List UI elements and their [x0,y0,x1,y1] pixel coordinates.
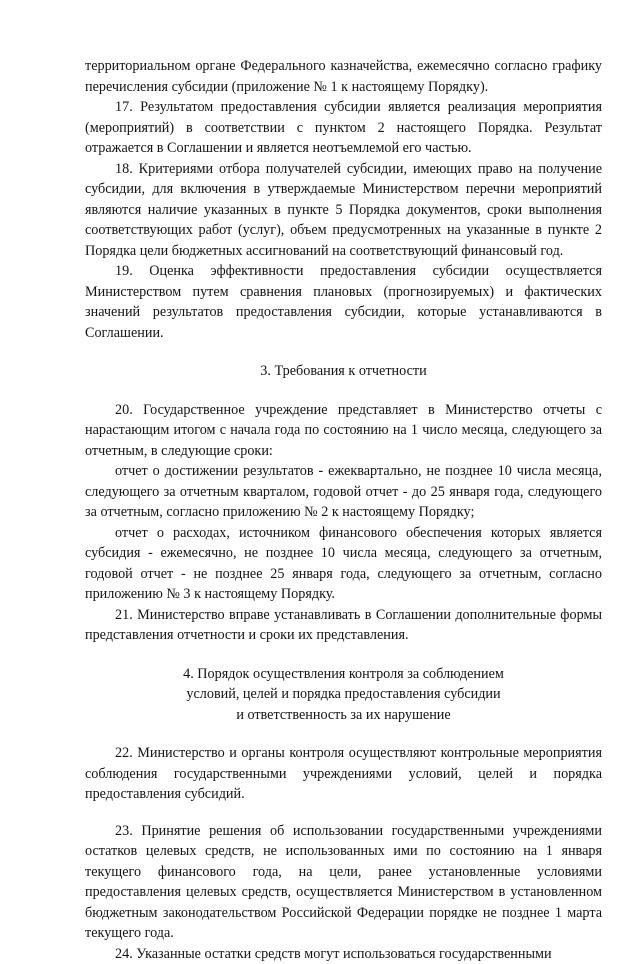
section-4-heading [85,664,602,726]
paragraph-22: 22. Министерство и органы контроля осуществляют контрольные мероприятия соблюдения государственными учреждениями условий, целей и порядка предоставления субсидий. [85,743,602,805]
section-3-heading [85,361,602,382]
paragraph-20-results-report: отчет о достижении результатов - ежеквартально, не позднее 10 числа месяца, следующего за отчетным кварталом, годовой отчет - до 25 января года, следующего за отчетным, согласно приложению № 2 к настоящему Порядку; [85,461,602,523]
paragraph-21: 21. Министерство вправе устанавливать в Соглашении дополнительные формы представления отчетности и сроки их представления. [85,605,602,646]
paragraph-23: 23. Принятие решения об использовании государственными учреждениями остатков целевых средств, не использованных ими по состоянию на 1 января текущего финансового года, на цели, ранее установленные условиями предоставления целевых средств, осуществляется Министерством в установленном бюджетным законодательством Российской Федерации порядке не позднее 1 марта текущего года. [85,821,602,944]
paragraph-24: 24. Указанные остатки средств могут использоваться государственными [85,944,602,964]
paragraph-20-expenses-report: отчет о расходах, источником финансового обеспечения которых является субсидия - ежемесячно, не позднее 10 числа месяца, следующего за отчетным, годовой отчет - не позднее 25 января года, следующего за отчетным, согласно приложению № 3 к настоящему Порядку. [85,523,602,605]
paragraph-19: 19. Оценка эффективности предоставления субсидии осуществляется Министерством путем сравнения плановых (прогнозируемых) и фактических значений результатов предоставления субсидии, которые устанавливаются в Соглашении. [85,261,602,343]
section-4-heading-line-3: и ответственность за их нарушение [85,705,602,726]
section-4-heading-line-2: условий, целей и порядка предоставления субсидии [85,684,602,705]
paragraph-17: 17. Результатом предоставления субсидии является реализация мероприятия (мероприятий) в соответствии с пунктом 2 настоящего Порядка. Результат отражается в Соглашении и является неотъемлемой его частью. [85,97,602,159]
paragraph-16-continuation: территориальном органе Федерального казначейства, ежемесячно согласно графику перечисления субсидии (приложение № 1 к настоящему Порядку). [85,56,602,97]
section-4-heading-line-1: 4. Порядок осуществления контроля за соблюдением [85,664,602,685]
paragraph-20: 20. Государственное учреждение представляет в Министерство отчеты с нарастающим итогом с начала года по состоянию на 1 число месяца, следующего за отчетным, в следующие сроки: [85,400,602,462]
paragraph-18: 18. Критериями отбора получателей субсидии, имеющих право на получение субсидии, для включения в утверждаемые Министерством перечни мероприятий являются наличие указанных в пункте 5 Порядка документов, сроки выполнения соответствующих работ (услуг), объем предусмотренных на указанные в пункте 2 Порядка цели бюджетных ассигнований на соответствующий финансовый год. [85,159,602,262]
section-3-heading-line: 3. Требования к отчетности [85,361,602,382]
document-page [85,56,602,964]
